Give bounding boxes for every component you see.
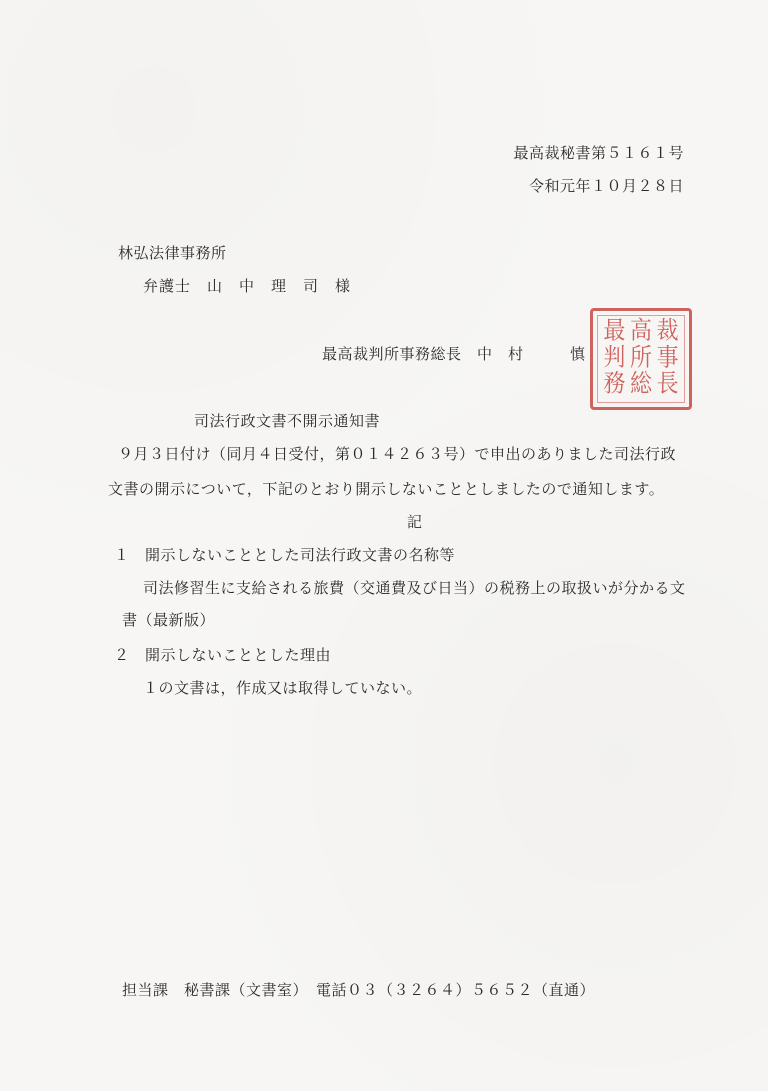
- seal-glyph-grid: [601, 319, 681, 399]
- seal-glyph: 事: [656, 344, 679, 372]
- item-1-heading: １ 開示しないこととした司法行政文書の名称等: [114, 546, 456, 564]
- seal-glyph: 務: [603, 370, 626, 399]
- seal-glyph: 所: [629, 344, 652, 372]
- official-seal-icon: [590, 308, 692, 410]
- item-2-text: １の文書は，作成又は取得していない。: [143, 679, 423, 697]
- seal-glyph: 判: [603, 344, 626, 372]
- seal-glyph: 総: [629, 370, 652, 399]
- body-paragraph-line: ９月３日付け（同月４日受付，第０１４２６３号）で申出のありました司法行政: [118, 445, 677, 463]
- document-number: 最高裁秘書第５１６１号: [513, 144, 684, 162]
- item-1-text-line: 司法修習生に支給される旅費（交通費及び日当）の税務上の取扱いが分かる文: [143, 579, 686, 597]
- contact-info: 担当課 秘書課（文書室） 電話０３（３２６４）５６５２（直通）: [122, 981, 596, 999]
- recipient-firm: 林弘法律事務所: [118, 244, 227, 262]
- sender-name: 最高裁判所事務総長 中 村 慎: [322, 345, 586, 363]
- section-label: 記: [407, 513, 423, 531]
- item-1-text-line: 書（最新版）: [122, 611, 216, 629]
- seal-glyph: 高: [629, 317, 652, 346]
- recipient-name: 弁護士 山 中 理 司 様: [143, 277, 352, 295]
- item-2-heading: ２ 開示しないこととした理由: [114, 646, 332, 664]
- document-date: 令和元年１０月２８日: [528, 177, 684, 195]
- document-title: 司法行政文書不開示通知書: [194, 412, 381, 430]
- seal-glyph: 最: [603, 317, 626, 346]
- seal-glyph: 長: [656, 370, 679, 399]
- seal-glyph: 裁: [656, 317, 679, 346]
- body-paragraph-line: 文書の開示について，下記のとおり開示しないこととしましたので通知します。: [108, 480, 665, 498]
